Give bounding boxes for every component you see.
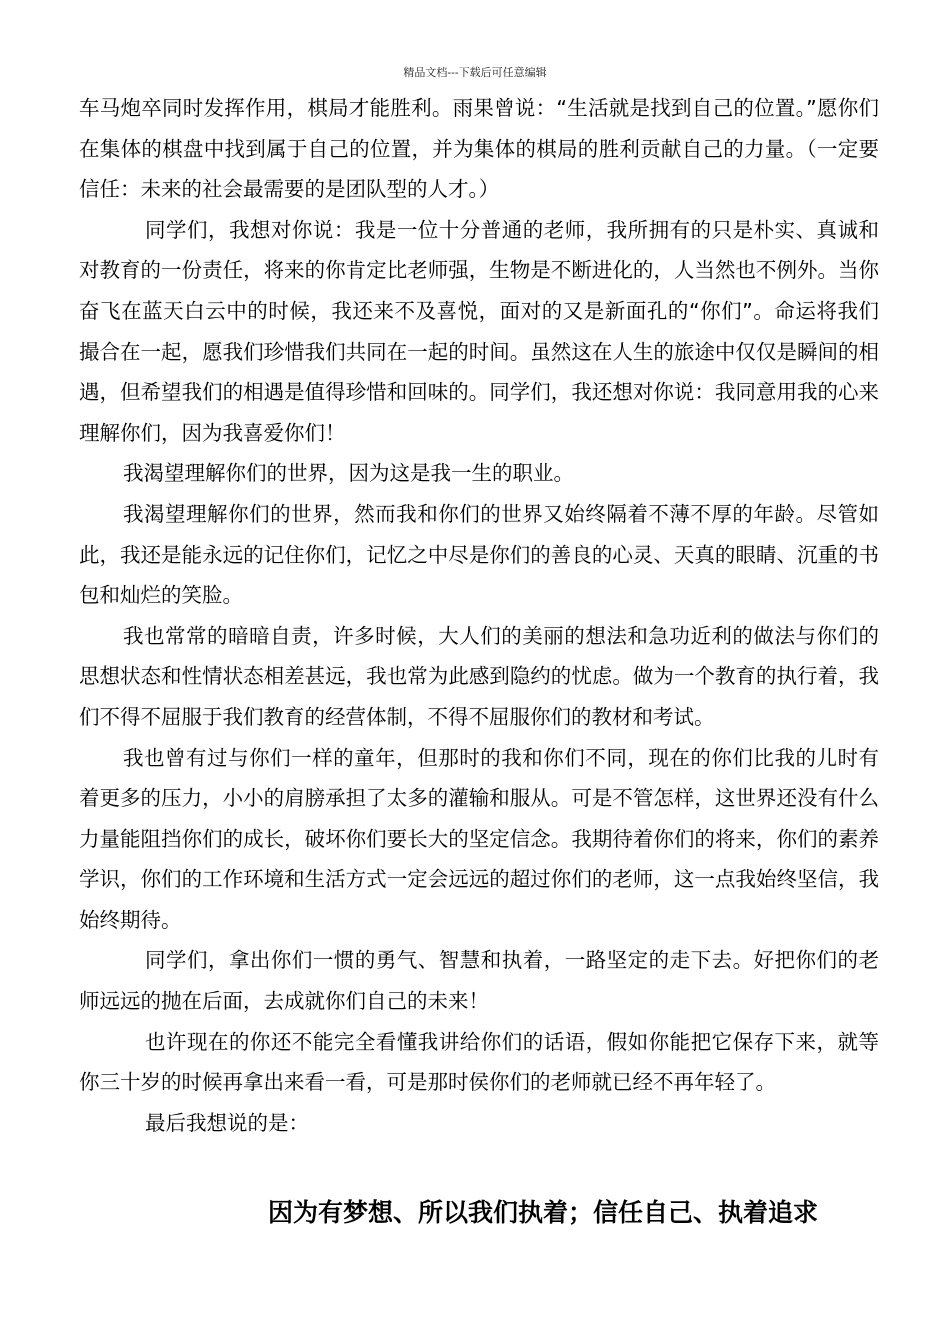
paragraph-9: 最后我想说的是： xyxy=(145,1110,309,1135)
paragraph-3: 我渴望理解你们的世界，因为这是我一生的职业。 xyxy=(123,461,574,486)
page-header: 精品文档---下载后可任意编辑 xyxy=(403,66,547,79)
paragraph-1: 车马炮卒同时发挥作用，棋局才能胜利。雨果曾说：“生活就是找到自己的位置。”愿你们在集体的棋盘中找到属于自己的位置，并为集体的棋局的胜利贡献自己的力量。（一定要信任：未来的社会最需要的是团队型的人才。） xyxy=(79,96,879,202)
paragraph-4: 我渴望理解你们的世界，然而我和你们的世界又始终隔着不薄不厚的年龄。尽管如此，我还是能永远的记住你们，记忆之中尽是你们的善良的心灵、天真的眼睛、沉重的书包和灿烂的笑脸。 xyxy=(79,501,879,608)
paragraph-6: 我也曾有过与你们一样的童年，但那时的我和你们不同，现在的你们比我的儿时有着更多的压力，小小的肩膀承担了太多的灌输和服从。可是不管怎样，这世界还没有什么力量能阻挡你们的成长，破坏你们要长大的坚定信念。我期待着你们的将来，你们的素养学识，你们的工作环境和生活方式一定会远远的超过你们的老师，这一点我始终坚信，我始终期待。 xyxy=(79,745,879,932)
paragraph-8: 也许现在的你还不能完全看懂我讲给你们的话语，假如你能把它保存下来，就等你三十岁的时候再拿出来看一看，可是那时侯你们的老师就已经不再年轻了。 xyxy=(79,1029,879,1095)
paragraph-7: 同学们，拿出你们一惯的勇气、智慧和执着，一路坚定的走下去。好把你们的老师远远的抛在后面，去成就你们自己的未来！ xyxy=(79,948,879,1014)
paragraph-2: 同学们，我想对你说：我是一位十分普通的老师，我所拥有的只是朴实、真诚和对教育的一份责任，将来的你肯定比老师强，生物是不断进化的，人当然也不例外。当你奋飞在蓝天白云中的时候，我还来不及喜悦，面对的又是新面孔的“你们”。命运将我们撮合在一起，愿我们珍惜我们共同在一起的时间。虽然这在人生的旅途中仅仅是瞬间的相遇，但希望我们的相遇是值得珍惜和回味的。同学们，我还想对你说：我同意用我的心来理解你们，因为我喜爱你们！ xyxy=(79,217,879,445)
closing-statement: 因为有梦想、所以我们执着；信任自己、执着追求 xyxy=(268,1198,819,1227)
document-body xyxy=(79,88,879,1143)
paragraph-5: 我也常常的暗暗自责，许多时候，大人们的美丽的想法和急功近利的做法与你们的思想状态和性情状态相差甚远，我也常为此感到隐约的忧虑。做为一个教育的执行着，我们不得不屈服于我们教育的经营体制，不得不屈服你们的教材和考试。 xyxy=(79,623,879,729)
